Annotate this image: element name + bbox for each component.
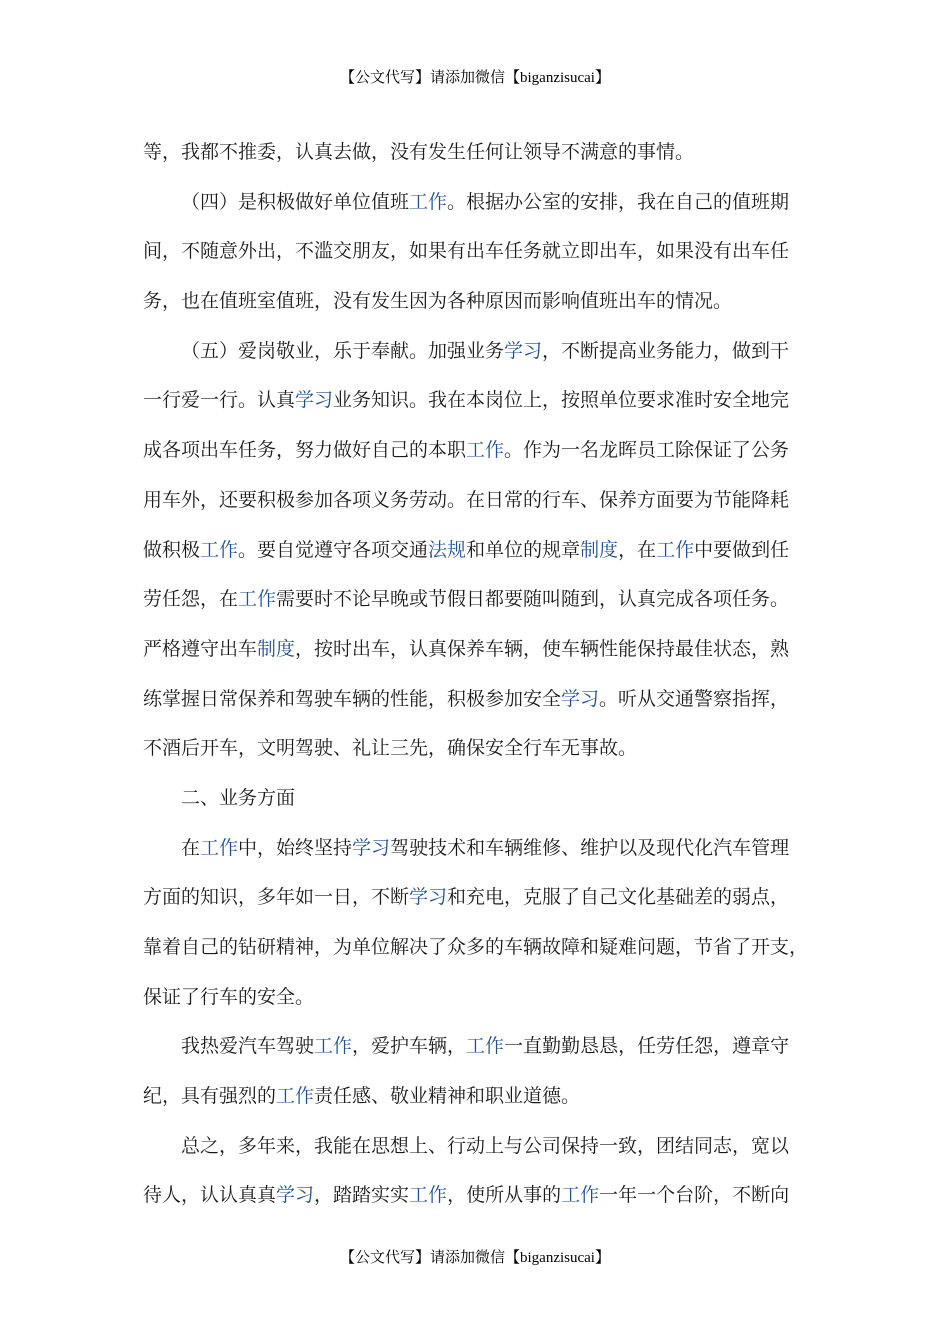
text-line	[143, 178, 813, 228]
text-segment: 二、业务方面	[181, 786, 296, 809]
text-segment: 责任感、敬业精神和职业道德。	[314, 1085, 581, 1108]
keyword-link[interactable]: 学习	[561, 687, 600, 710]
text-line	[143, 227, 813, 277]
keyword-link[interactable]: 工作	[561, 1184, 600, 1207]
text-line	[143, 376, 813, 426]
keyword-link[interactable]: 学习	[409, 886, 448, 909]
body-text	[143, 128, 813, 1221]
keyword-link[interactable]: 工作	[238, 588, 277, 611]
text-line	[143, 575, 813, 625]
text-segment: 做积极	[143, 538, 201, 561]
text-segment: 等，我都不推委，认真去做，没有发生任何让领导不满意的事情。	[143, 141, 695, 163]
text-line	[143, 973, 813, 1023]
text-segment: 在	[181, 836, 201, 859]
keyword-link[interactable]: 工作	[200, 836, 239, 859]
text-line	[143, 476, 813, 526]
keyword-link[interactable]: 制度	[257, 637, 296, 660]
page-footer: 【公文代写】请添加微信【biganzisucai】	[340, 1250, 610, 1266]
text-segment: 一年一个台阶，不断向	[599, 1184, 790, 1207]
text-segment: 需要时不论早晚或节假日都要随叫随到，认真完成各项任务。	[276, 588, 790, 611]
keyword-link[interactable]: 工作	[200, 538, 239, 561]
text-segment: （四）是积极做好单位值班	[181, 190, 410, 213]
text-segment: 练掌握日常保养和驾驶车辆的性能，积极参加安全	[143, 687, 562, 710]
text-segment: （五）爱岗敬业，乐于奉献。加强业务	[181, 339, 505, 362]
text-segment: 。要自觉遵守各项交通	[238, 538, 429, 561]
text-segment: ，使所从事的	[447, 1184, 562, 1207]
keyword-link[interactable]: 学习	[276, 1184, 315, 1207]
text-line	[143, 1072, 813, 1122]
text-line	[143, 128, 813, 178]
text-segment: 保证了行车的安全。	[143, 985, 315, 1008]
text-line	[143, 327, 813, 377]
keyword-link[interactable]: 工作	[466, 439, 505, 462]
text-segment: 。作为一名龙晖员工除保证了公务	[504, 439, 790, 462]
text-segment: 和单位的规章	[466, 538, 581, 561]
text-line	[143, 1022, 813, 1072]
text-line	[143, 1122, 813, 1172]
text-segment: 严格遵守出车	[143, 637, 258, 660]
keyword-link[interactable]: 工作	[656, 538, 695, 561]
keyword-link[interactable]: 工作	[466, 1035, 505, 1058]
text-segment: ，在	[618, 538, 657, 561]
text-segment: ，爱护车辆，	[352, 1035, 467, 1058]
keyword-link[interactable]: 法规	[428, 538, 467, 561]
text-segment: 一直勤勤恳恳，任劳任怨，遵章守	[504, 1035, 790, 1058]
text-segment: 我热爱汽车驾驶	[181, 1035, 315, 1058]
keyword-link[interactable]: 工作	[276, 1085, 315, 1108]
text-segment: 不酒后开车，文明驾驶、礼让三先，确保安全行车无事故。	[143, 737, 638, 760]
keyword-link[interactable]: 学习	[295, 389, 334, 412]
text-segment: 务，也在值班室值班，没有发生因为各种原因而影响值班出车的情况。	[143, 290, 733, 313]
text-segment: 中要做到任	[694, 538, 790, 561]
keyword-link[interactable]: 学习	[352, 836, 391, 859]
keyword-link[interactable]: 制度	[580, 538, 619, 561]
text-line	[143, 1171, 813, 1221]
text-segment: 业务知识。我在本岗位上，按照单位要求准时安全地完	[333, 389, 790, 412]
text-segment: 总之，多年来，我能在思想上、行动上与公司保持一致，团结同志，宽以	[181, 1134, 790, 1157]
page-header: 【公文代写】请添加微信【biganzisucai】	[340, 70, 610, 86]
text-segment: 和充电，克服了自己文化基础差的弱点，	[447, 886, 790, 909]
text-line	[143, 824, 813, 874]
text-line	[143, 526, 813, 576]
text-line	[143, 675, 813, 725]
text-segment: 纪，具有强烈的	[143, 1085, 277, 1108]
text-segment: 。听从交通警察指挥，	[599, 687, 790, 710]
text-segment: 间，不随意外出，不滥交朋友，如果有出车任务就立即出车，如果没有出车任	[143, 240, 790, 263]
text-segment: 中，始终坚持	[238, 836, 353, 859]
keyword-link[interactable]: 工作	[409, 190, 448, 213]
text-segment: 劳任怨，在	[143, 588, 239, 611]
text-line	[143, 426, 813, 476]
text-segment: 一行爱一行。认真	[143, 389, 296, 412]
text-segment: ，踏踏实实	[314, 1184, 410, 1207]
text-line	[143, 277, 813, 327]
text-segment: 待人，认认真真	[143, 1184, 277, 1207]
text-line	[143, 625, 813, 675]
text-segment: 方面的知识，多年如一日，不断	[143, 886, 410, 909]
text-line	[143, 724, 813, 774]
keyword-link[interactable]: 学习	[504, 339, 543, 362]
text-segment: 用车外，还要积极参加各项义务劳动。在日常的行车、保养方面要为节能降耗	[143, 488, 790, 511]
text-segment: 驾驶技术和车辆维修、维护以及现代化汽车管理	[390, 836, 790, 859]
text-segment: ，按时出车，认真保养车辆，使车辆性能保持最佳状态，熟	[295, 637, 790, 660]
text-segment: ，不断提高业务能力，做到干	[542, 339, 790, 362]
text-line	[143, 923, 813, 973]
text-segment: 靠着自己的钻研精神，为单位解决了众多的车辆故障和疑难问题，节省了开支，	[143, 936, 809, 958]
text-segment: 成各项出车任务，努力做好自己的本职	[143, 439, 467, 462]
keyword-link[interactable]: 工作	[314, 1035, 353, 1058]
text-line	[143, 774, 813, 824]
text-line	[143, 873, 813, 923]
keyword-link[interactable]: 工作	[409, 1184, 448, 1207]
text-segment: 。根据办公室的安排，我在自己的值班期	[447, 190, 790, 213]
